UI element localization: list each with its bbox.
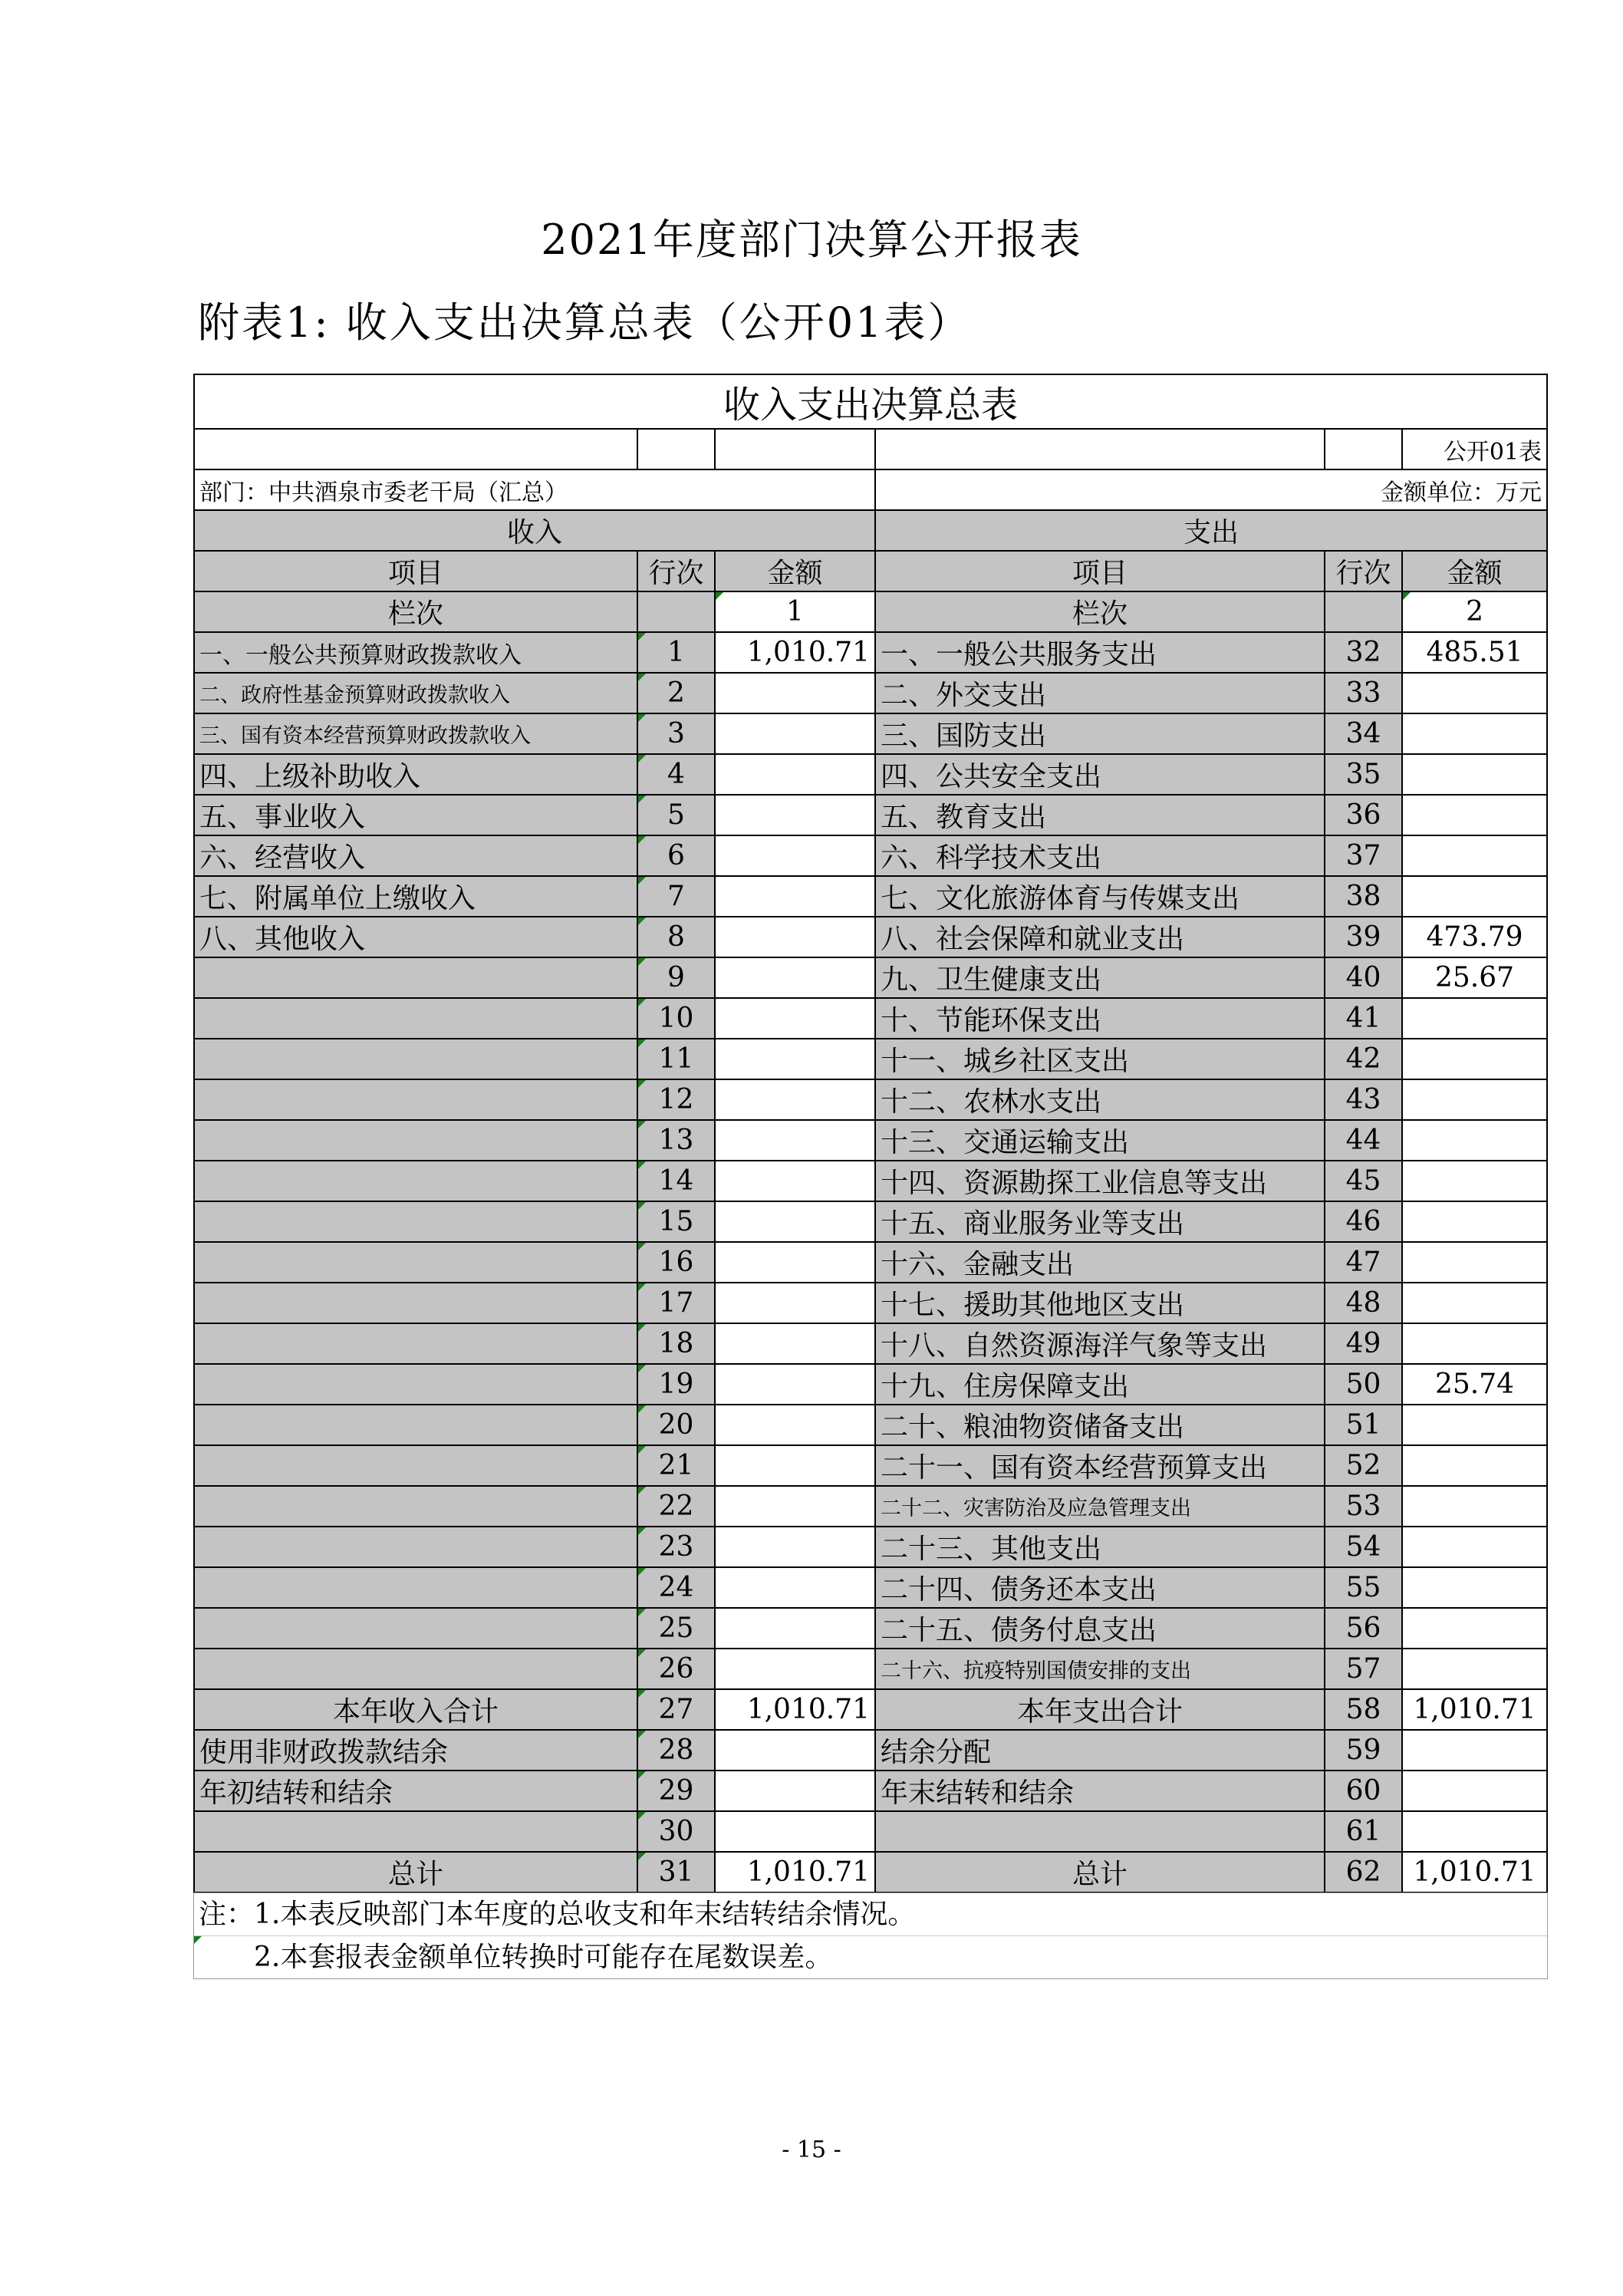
expense-row-number: 61 bbox=[1325, 1811, 1402, 1852]
income-item: 使用非财政拨款结余 bbox=[194, 1730, 637, 1771]
expense-item: 三、国防支出 bbox=[875, 713, 1325, 754]
expense-row-number: 43 bbox=[1325, 1079, 1402, 1120]
expense-row-number: 57 bbox=[1325, 1649, 1402, 1689]
expense-row-number: 62 bbox=[1325, 1852, 1402, 1892]
expense-row-number: 58 bbox=[1325, 1689, 1402, 1730]
table-row bbox=[194, 1242, 1547, 1283]
expense-row-number: 45 bbox=[1325, 1161, 1402, 1201]
expense-item: 九、卫生健康支出 bbox=[875, 957, 1325, 998]
unit-label: 金额单位：万元 bbox=[875, 469, 1547, 510]
table-row bbox=[194, 1649, 1547, 1689]
table-row bbox=[194, 1811, 1547, 1852]
table-row bbox=[194, 1364, 1547, 1405]
page-title: 2021年度部门决算公开报表 bbox=[541, 216, 1082, 264]
income-amount bbox=[715, 1201, 875, 1242]
expense-amount: 1,010.71 bbox=[1402, 1852, 1547, 1892]
expense-amount bbox=[1402, 1242, 1547, 1283]
expense-amount bbox=[1402, 876, 1547, 917]
expense-row-number: 35 bbox=[1325, 754, 1402, 795]
expense-row-number: 41 bbox=[1325, 998, 1402, 1039]
income-item bbox=[194, 1527, 637, 1567]
income-row-number: 12 bbox=[637, 1079, 715, 1120]
expense-column-number: 2 bbox=[1402, 591, 1547, 632]
expense-amount bbox=[1402, 1323, 1547, 1364]
income-amount bbox=[715, 998, 875, 1039]
expense-amount: 1,010.71 bbox=[1402, 1689, 1547, 1730]
income-amount bbox=[715, 1527, 875, 1567]
income-item: 总计 bbox=[194, 1852, 637, 1892]
expense-amount bbox=[1402, 1649, 1547, 1689]
income-amount bbox=[715, 754, 875, 795]
income-item: 六、经营收入 bbox=[194, 835, 637, 876]
income-row-number: 14 bbox=[637, 1161, 715, 1201]
expense-row-number: 56 bbox=[1325, 1608, 1402, 1649]
income-lanci-label: 栏次 bbox=[194, 591, 637, 632]
expense-row-number: 39 bbox=[1325, 917, 1402, 957]
income-item bbox=[194, 1567, 637, 1608]
expense-item: 结余分配 bbox=[875, 1730, 1325, 1771]
income-row-number: 31 bbox=[637, 1852, 715, 1892]
expense-amount bbox=[1402, 1079, 1547, 1120]
income-row-number: 4 bbox=[637, 754, 715, 795]
income-item: 四、上级补助收入 bbox=[194, 754, 637, 795]
table-row bbox=[194, 876, 1547, 917]
income-item: 二、政府性基金预算财政拨款收入 bbox=[194, 673, 637, 713]
income-item-header: 项目 bbox=[194, 551, 637, 591]
table-row bbox=[194, 1608, 1547, 1649]
expense-item bbox=[875, 1811, 1325, 1852]
table-row bbox=[194, 1486, 1547, 1527]
expense-item: 十五、商业服务业等支出 bbox=[875, 1201, 1325, 1242]
income-amount bbox=[715, 1486, 875, 1527]
expense-amount-header: 金额 bbox=[1402, 551, 1547, 591]
table-title: 收入支出决算总表 bbox=[194, 374, 1547, 429]
income-column-number: 1 bbox=[715, 591, 875, 632]
expense-row-number: 51 bbox=[1325, 1405, 1402, 1445]
income-row-number: 23 bbox=[637, 1527, 715, 1567]
expense-amount bbox=[1402, 1039, 1547, 1079]
expense-amount bbox=[1402, 1201, 1547, 1242]
expense-amount bbox=[1402, 1608, 1547, 1649]
income-amount bbox=[715, 957, 875, 998]
income-item bbox=[194, 1120, 637, 1161]
expense-item: 二十六、抗疫特别国债安排的支出 bbox=[875, 1649, 1325, 1689]
income-row-number: 13 bbox=[637, 1120, 715, 1161]
expense-row-number: 49 bbox=[1325, 1323, 1402, 1364]
expense-amount bbox=[1402, 835, 1547, 876]
income-row-number: 27 bbox=[637, 1689, 715, 1730]
page-number: - 15 - bbox=[782, 2136, 841, 2163]
expense-item: 十六、金融支出 bbox=[875, 1242, 1325, 1283]
expense-item: 六、科学技术支出 bbox=[875, 835, 1325, 876]
expense-item: 四、公共安全支出 bbox=[875, 754, 1325, 795]
income-header: 收入 bbox=[194, 510, 875, 551]
expense-amount: 485.51 bbox=[1402, 632, 1547, 673]
table-row bbox=[194, 754, 1547, 795]
attachment-subtitle: 附表1: 收入支出决算总表（公开01表） bbox=[198, 298, 972, 347]
table-row bbox=[194, 917, 1547, 957]
income-amount bbox=[715, 1405, 875, 1445]
income-item bbox=[194, 1323, 637, 1364]
expense-amount bbox=[1402, 1730, 1547, 1771]
expense-item: 二十五、债务付息支出 bbox=[875, 1608, 1325, 1649]
table-row bbox=[194, 1161, 1547, 1201]
income-item bbox=[194, 1079, 637, 1120]
expense-item: 二、外交支出 bbox=[875, 673, 1325, 713]
income-item bbox=[194, 1039, 637, 1079]
expense-amount bbox=[1402, 1120, 1547, 1161]
notes-box bbox=[193, 1892, 1548, 1979]
table-row bbox=[194, 1079, 1547, 1120]
expense-row-number: 53 bbox=[1325, 1486, 1402, 1527]
income-item bbox=[194, 1201, 637, 1242]
income-row-header: 行次 bbox=[637, 551, 715, 591]
expense-row-number: 36 bbox=[1325, 795, 1402, 835]
table-row bbox=[194, 795, 1547, 835]
income-item bbox=[194, 998, 637, 1039]
income-item bbox=[194, 957, 637, 998]
expense-item: 二十四、债务还本支出 bbox=[875, 1567, 1325, 1608]
table-row bbox=[194, 835, 1547, 876]
income-row-number: 9 bbox=[637, 957, 715, 998]
income-row-number: 26 bbox=[637, 1649, 715, 1689]
income-row-number: 11 bbox=[637, 1039, 715, 1079]
table-code: 公开01表 bbox=[1402, 429, 1547, 469]
expense-item: 二十一、国有资本经营预算支出 bbox=[875, 1445, 1325, 1486]
expense-item: 总计 bbox=[875, 1852, 1325, 1892]
income-item: 七、附属单位上缴收入 bbox=[194, 876, 637, 917]
expense-item: 二十二、灾害防治及应急管理支出 bbox=[875, 1486, 1325, 1527]
expense-row-number: 42 bbox=[1325, 1039, 1402, 1079]
income-amount bbox=[715, 1242, 875, 1283]
expense-item: 年末结转和结余 bbox=[875, 1771, 1325, 1811]
expense-row-number: 37 bbox=[1325, 835, 1402, 876]
income-amount bbox=[715, 795, 875, 835]
income-amount bbox=[715, 1120, 875, 1161]
income-row-number: 15 bbox=[637, 1201, 715, 1242]
income-amount bbox=[715, 917, 875, 957]
expense-amount: 473.79 bbox=[1402, 917, 1547, 957]
expense-item: 十九、住房保障支出 bbox=[875, 1364, 1325, 1405]
expense-header: 支出 bbox=[875, 510, 1547, 551]
expense-item: 一、一般公共服务支出 bbox=[875, 632, 1325, 673]
expense-item: 十四、资源勘探工业信息等支出 bbox=[875, 1161, 1325, 1201]
income-amount bbox=[715, 1283, 875, 1323]
income-item bbox=[194, 1445, 637, 1486]
expense-item: 十一、城乡社区支出 bbox=[875, 1039, 1325, 1079]
income-amount bbox=[715, 1567, 875, 1608]
table-row bbox=[194, 1567, 1547, 1608]
income-row-number: 17 bbox=[637, 1283, 715, 1323]
income-item bbox=[194, 1161, 637, 1201]
expense-item: 十八、自然资源海洋气象等支出 bbox=[875, 1323, 1325, 1364]
note-1: 注：1.本表反映部门本年度的总收支和年末结转结余情况。 bbox=[199, 1899, 916, 1930]
income-amount bbox=[715, 1608, 875, 1649]
income-amount bbox=[715, 1364, 875, 1405]
expense-row-number: 32 bbox=[1325, 632, 1402, 673]
income-amount bbox=[715, 1730, 875, 1771]
expense-amount bbox=[1402, 754, 1547, 795]
income-amount-header: 金额 bbox=[715, 551, 875, 591]
expense-item: 十七、援助其他地区支出 bbox=[875, 1283, 1325, 1323]
department-label: 部门：中共酒泉市委老干局（汇总） bbox=[194, 469, 875, 510]
expense-row-number: 44 bbox=[1325, 1120, 1402, 1161]
income-row-number: 25 bbox=[637, 1608, 715, 1649]
expense-item: 八、社会保障和就业支出 bbox=[875, 917, 1325, 957]
expense-row-number: 48 bbox=[1325, 1283, 1402, 1323]
income-amount bbox=[715, 876, 875, 917]
expense-row-header: 行次 bbox=[1325, 551, 1402, 591]
expense-row-number: 47 bbox=[1325, 1242, 1402, 1283]
table-row bbox=[194, 1039, 1547, 1079]
income-amount: 1,010.71 bbox=[715, 632, 875, 673]
table-row bbox=[194, 998, 1547, 1039]
income-item bbox=[194, 1283, 637, 1323]
income-item bbox=[194, 1486, 637, 1527]
income-item: 本年收入合计 bbox=[194, 1689, 637, 1730]
expense-row-number: 52 bbox=[1325, 1445, 1402, 1486]
income-item bbox=[194, 1608, 637, 1649]
expense-item-header: 项目 bbox=[875, 551, 1325, 591]
expense-amount bbox=[1402, 713, 1547, 754]
income-amount bbox=[715, 1811, 875, 1852]
expense-amount bbox=[1402, 1527, 1547, 1567]
income-item bbox=[194, 1242, 637, 1283]
income-item: 五、事业收入 bbox=[194, 795, 637, 835]
table-row bbox=[194, 957, 1547, 998]
expense-item: 十、节能环保支出 bbox=[875, 998, 1325, 1039]
summary-table bbox=[193, 374, 1548, 1893]
income-amount: 1,010.71 bbox=[715, 1852, 875, 1892]
expense-amount bbox=[1402, 795, 1547, 835]
income-item: 年初结转和结余 bbox=[194, 1771, 637, 1811]
income-row-number: 8 bbox=[637, 917, 715, 957]
income-item bbox=[194, 1811, 637, 1852]
income-row-number: 3 bbox=[637, 713, 715, 754]
expense-amount bbox=[1402, 1486, 1547, 1527]
income-row-number: 2 bbox=[637, 673, 715, 713]
income-row-number: 5 bbox=[637, 795, 715, 835]
income-item: 八、其他收入 bbox=[194, 917, 637, 957]
income-amount bbox=[715, 1649, 875, 1689]
table-row bbox=[194, 1405, 1547, 1445]
expense-amount bbox=[1402, 1283, 1547, 1323]
income-row-number: 19 bbox=[637, 1364, 715, 1405]
expense-amount: 25.74 bbox=[1402, 1364, 1547, 1405]
table-row bbox=[194, 673, 1547, 713]
income-row-number: 16 bbox=[637, 1242, 715, 1283]
income-item: 一、一般公共预算财政拨款收入 bbox=[194, 632, 637, 673]
income-amount bbox=[715, 713, 875, 754]
expense-amount bbox=[1402, 998, 1547, 1039]
expense-row-number: 50 bbox=[1325, 1364, 1402, 1405]
income-row-number: 20 bbox=[637, 1405, 715, 1445]
expense-item: 十二、农林水支出 bbox=[875, 1079, 1325, 1120]
expense-amount bbox=[1402, 1567, 1547, 1608]
income-row-number: 22 bbox=[637, 1486, 715, 1527]
subtotal-row bbox=[194, 1689, 1547, 1730]
total-row bbox=[194, 1852, 1547, 1892]
income-row-number: 18 bbox=[637, 1323, 715, 1364]
table-row bbox=[194, 1445, 1547, 1486]
table-row bbox=[194, 1730, 1547, 1771]
income-row-number: 6 bbox=[637, 835, 715, 876]
income-amount bbox=[715, 673, 875, 713]
expense-row-number: 38 bbox=[1325, 876, 1402, 917]
table-row bbox=[194, 1771, 1547, 1811]
expense-amount bbox=[1402, 673, 1547, 713]
expense-amount bbox=[1402, 1161, 1547, 1201]
expense-item: 本年支出合计 bbox=[875, 1689, 1325, 1730]
expense-row-number: 55 bbox=[1325, 1567, 1402, 1608]
note-2: 2.本套报表金额单位转换时可能存在尾数误差。 bbox=[194, 1935, 1547, 1978]
expense-row-number: 54 bbox=[1325, 1527, 1402, 1567]
income-row-number: 29 bbox=[637, 1771, 715, 1811]
income-amount bbox=[715, 1445, 875, 1486]
income-item bbox=[194, 1649, 637, 1689]
income-item bbox=[194, 1405, 637, 1445]
expense-amount: 25.67 bbox=[1402, 957, 1547, 998]
table-row bbox=[194, 1283, 1547, 1323]
income-amount bbox=[715, 835, 875, 876]
expense-row-number: 59 bbox=[1325, 1730, 1402, 1771]
income-item: 三、国有资本经营预算财政拨款收入 bbox=[194, 713, 637, 754]
income-item bbox=[194, 1364, 637, 1405]
income-row-number: 10 bbox=[637, 998, 715, 1039]
income-amount bbox=[715, 1079, 875, 1120]
table-row bbox=[194, 1120, 1547, 1161]
expense-row-number: 60 bbox=[1325, 1771, 1402, 1811]
income-row-number: 24 bbox=[637, 1567, 715, 1608]
income-row-number: 1 bbox=[637, 632, 715, 673]
expense-row-number: 34 bbox=[1325, 713, 1402, 754]
income-row-number: 30 bbox=[637, 1811, 715, 1852]
income-amount: 1,010.71 bbox=[715, 1689, 875, 1730]
income-amount bbox=[715, 1771, 875, 1811]
expense-amount bbox=[1402, 1405, 1547, 1445]
expense-lanci-label: 栏次 bbox=[875, 591, 1325, 632]
table-row bbox=[194, 713, 1547, 754]
expense-item: 五、教育支出 bbox=[875, 795, 1325, 835]
expense-amount bbox=[1402, 1445, 1547, 1486]
table-row bbox=[194, 1527, 1547, 1567]
income-amount bbox=[715, 1323, 875, 1364]
income-amount bbox=[715, 1039, 875, 1079]
expense-row-number: 33 bbox=[1325, 673, 1402, 713]
income-row-number: 28 bbox=[637, 1730, 715, 1771]
expense-amount bbox=[1402, 1771, 1547, 1811]
expense-row-number: 40 bbox=[1325, 957, 1402, 998]
table-row bbox=[194, 1323, 1547, 1364]
expense-item: 二十、粮油物资储备支出 bbox=[875, 1405, 1325, 1445]
table-row bbox=[194, 632, 1547, 673]
income-row-number: 7 bbox=[637, 876, 715, 917]
income-amount bbox=[715, 1161, 875, 1201]
income-row-number: 21 bbox=[637, 1445, 715, 1486]
expense-item: 七、文化旅游体育与传媒支出 bbox=[875, 876, 1325, 917]
table-row bbox=[194, 1201, 1547, 1242]
expense-item: 十三、交通运输支出 bbox=[875, 1120, 1325, 1161]
expense-amount bbox=[1402, 1811, 1547, 1852]
expense-row-number: 46 bbox=[1325, 1201, 1402, 1242]
expense-item: 二十三、其他支出 bbox=[875, 1527, 1325, 1567]
